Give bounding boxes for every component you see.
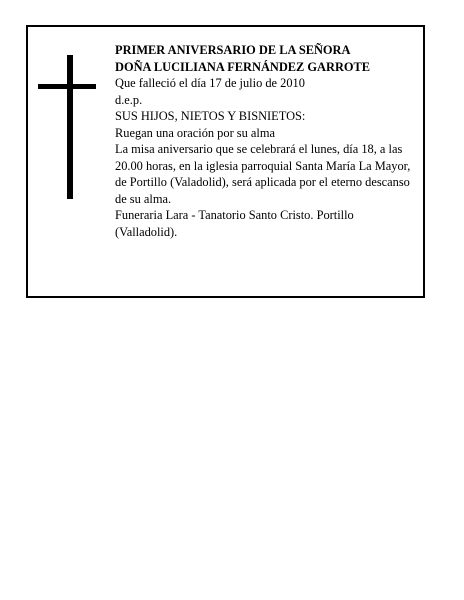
rip-line: d.e.p.	[115, 92, 143, 107]
obituary-notice	[26, 25, 425, 298]
cross-horizontal-bar	[38, 84, 96, 89]
cross-vertical-bar	[67, 55, 73, 199]
notice-text	[115, 42, 419, 240]
headline-line-2: DOÑA LUCILIANA FERNÁNDEZ GARROTE	[115, 59, 371, 74]
headline-line-1: PRIMER ANIVERSARIO DE LA SEÑORA	[115, 43, 351, 57]
mass-details-paragraph: La misa aniversario que se celebrará el lunes, día 18, a las 20.00 horas, en la iglesia parroquial Santa María La Mayor, de Portillo (Valadolid), será aplicada por el eterno descanso de su alma.	[115, 142, 411, 206]
prayer-request-line: Ruegan una oración por su alma	[115, 125, 275, 140]
funeral-home-line: Funeraria Lara - Tanatorio Santo Cristo. Portillo (Valladolid).	[115, 208, 354, 239]
family-line: SUS HIJOS, NIETOS Y BISNIETOS:	[115, 109, 306, 123]
cross-icon	[28, 27, 118, 227]
death-date-line: Que falleció el día 17 de julio de 2010	[115, 76, 305, 90]
